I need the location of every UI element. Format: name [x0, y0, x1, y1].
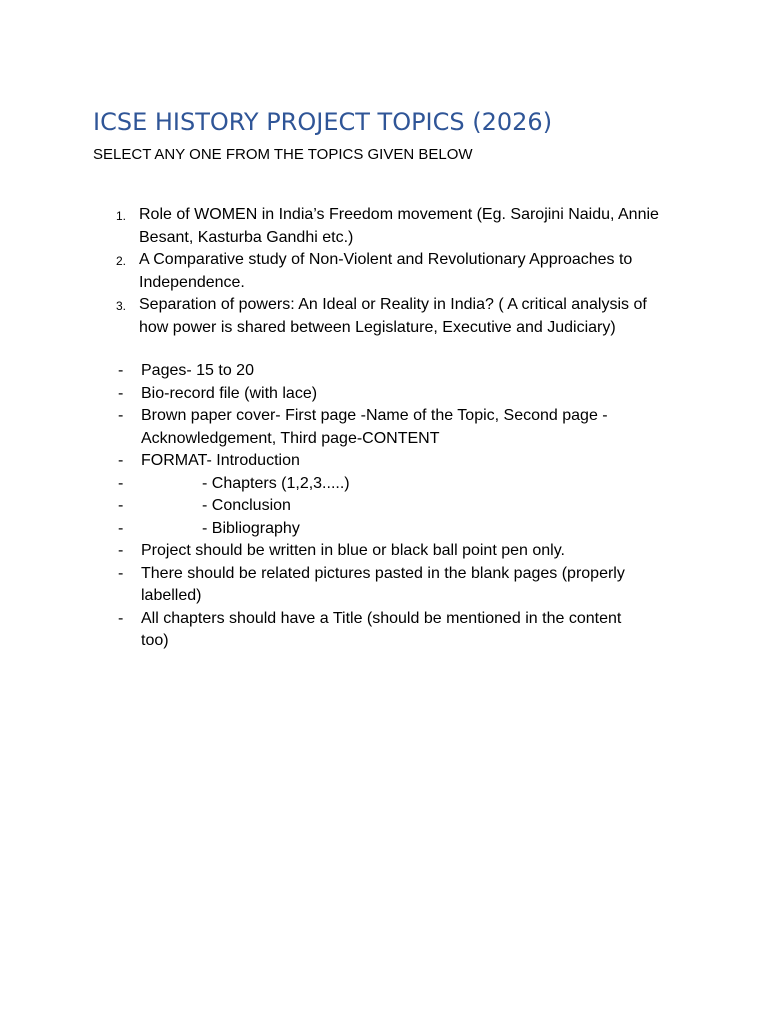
- dash-bullet: -: [118, 407, 124, 424]
- requirement-text: Brown paper cover- First page -Name of the Topic, Second page - Acknowledgement, Third page-CONTENT: [141, 407, 608, 447]
- topic-text: A Comparative study of Non-Violent and Revolutionary Approaches to Independence.: [139, 251, 633, 291]
- requirement-text: FORMAT- Introduction: [141, 452, 300, 469]
- requirement-item: [0, 405, 651, 450]
- topic-item: [0, 294, 679, 339]
- format-subitem: [0, 518, 651, 541]
- topic-number: 2.: [116, 254, 127, 268]
- dash-bullet: -: [118, 474, 124, 492]
- dash-bullet: -: [118, 452, 124, 469]
- requirement-text: - Chapters (1,2,3.....): [202, 474, 350, 492]
- requirement-item: [0, 383, 651, 406]
- document-title: ICSE HISTORY PROJECT TOPICS (2026): [93, 108, 553, 136]
- requirement-item: [0, 608, 651, 653]
- format-subitem: [0, 495, 651, 518]
- format-subitem: [0, 473, 651, 496]
- requirement-text: All chapters should have a Title (should be mentioned in the content too): [141, 609, 622, 649]
- topic-number: 3.: [116, 299, 127, 313]
- document-subtitle: SELECT ANY ONE FROM THE TOPICS GIVEN BELOW: [93, 146, 473, 163]
- requirement-text: Pages- 15 to 20: [141, 362, 254, 379]
- topic-item: [0, 204, 679, 249]
- requirement-item: [0, 540, 651, 563]
- requirement-item: [0, 563, 651, 608]
- topics-list: [0, 204, 768, 339]
- dash-bullet: -: [118, 542, 124, 559]
- dash-bullet: -: [118, 362, 124, 379]
- requirement-text: - Conclusion: [202, 497, 291, 514]
- dash-bullet: -: [118, 497, 124, 514]
- topic-text: Separation of powers: An Ideal or Reality in India? ( A critical analysis of how power is shared between Legislature, Executive and Judiciary): [139, 296, 647, 336]
- topic-item: [0, 249, 679, 294]
- requirement-text: Bio-record file (with lace): [141, 384, 318, 402]
- requirement-item: [0, 360, 651, 383]
- dash-bullet: -: [118, 564, 124, 582]
- dash-bullet: -: [118, 609, 124, 627]
- dash-bullet: -: [118, 384, 124, 402]
- topic-number: 1.: [116, 209, 127, 223]
- requirements-list: [0, 360, 768, 653]
- requirement-text: Project should be written in blue or black ball point pen only.: [141, 542, 565, 559]
- topic-text: Role of WOMEN in India’s Freedom movement (Eg. Sarojini Naidu, Annie Besant, Kasturba Gandhi etc.): [139, 206, 659, 246]
- requirement-text: There should be related pictures pasted in the blank pages (properly labelled): [141, 564, 625, 604]
- requirement-text: - Bibliography: [202, 519, 300, 537]
- dash-bullet: -: [118, 519, 124, 537]
- requirement-item: [0, 450, 651, 473]
